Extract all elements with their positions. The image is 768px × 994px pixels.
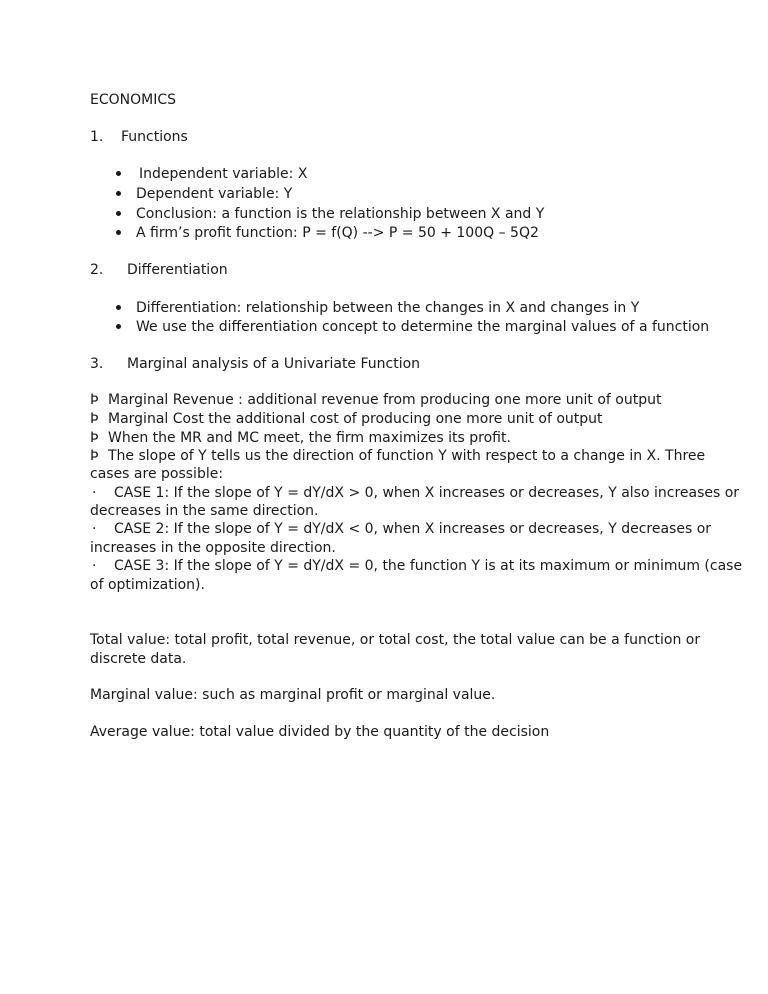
bullet-icon — [116, 230, 121, 235]
case-1-line-1: CASE 1: If the slope of Y = dY/dX > 0, when X increases or decreases, Y also increases or — [114, 485, 740, 501]
section-1-bullet-4: A firm’s profit function: P = f(Q) --> P = 50 + 100Q – 5Q2 — [136, 225, 539, 241]
arrow-marker-icon: Þ — [90, 430, 99, 446]
arrow-item-2: Marginal Cost the additional cost of producing one more unit of output — [108, 411, 603, 427]
section-2-heading: Differentiation — [127, 262, 228, 278]
case-marker-icon: · — [92, 485, 97, 501]
bullet-icon — [116, 324, 121, 329]
arrow-item-4-continuation: cases are possible: — [90, 466, 224, 482]
case-marker-icon: · — [92, 558, 97, 574]
arrow-item-1: Marginal Revenue : additional revenue from producing one more unit of output — [108, 392, 662, 408]
case-3-line-2: of optimization). — [90, 577, 205, 593]
section-1-heading: Functions — [121, 129, 188, 145]
case-2-line-2: increases in the opposite direction. — [90, 540, 336, 556]
definition-total-line-1: Total value: total profit, total revenue, or total cost, the total value can be a function or — [90, 632, 701, 648]
section-1-bullet-3: Conclusion: a function is the relationship between X and Y — [136, 206, 545, 222]
section-3-heading: Marginal analysis of a Univariate Function — [127, 356, 421, 372]
definition-marginal: Marginal value: such as marginal profit or marginal value. — [90, 687, 496, 703]
definition-total-line-2: discrete data. — [90, 651, 187, 667]
section-1-number: 1. — [90, 129, 104, 145]
section-3-number: 3. — [90, 356, 104, 372]
document-title: ECONOMICS — [90, 92, 177, 108]
arrow-marker-icon: Þ — [90, 448, 99, 464]
arrow-item-3: When the MR and MC meet, the firm maximizes its profit. — [108, 430, 511, 446]
definition-average: Average value: total value divided by the quantity of the decision — [90, 724, 550, 740]
arrow-marker-icon: Þ — [90, 392, 99, 408]
section-2-number: 2. — [90, 262, 104, 278]
arrow-marker-icon: Þ — [90, 411, 99, 427]
arrow-item-4: The slope of Y tells us the direction of function Y with respect to a change in X. Three — [108, 448, 706, 464]
section-1-bullet-1: Independent variable: X — [139, 166, 308, 182]
bullet-icon — [116, 211, 121, 216]
case-2-line-1: CASE 2: If the slope of Y = dY/dX < 0, when X increases or decreases, Y decreases or — [114, 521, 712, 537]
case-3-line-1: CASE 3: If the slope of Y = dY/dX = 0, the function Y is at its maximum or minimum (case — [114, 558, 743, 574]
section-2-bullet-2: We use the differentiation concept to determine the marginal values of a function — [136, 319, 710, 335]
case-1-line-2: decreases in the same direction. — [90, 503, 319, 519]
case-marker-icon: · — [92, 521, 97, 537]
section-1-bullet-2: Dependent variable: Y — [136, 186, 293, 202]
bullet-icon — [116, 171, 121, 176]
section-2-bullet-1: Differentiation: relationship between the changes in X and changes in Y — [136, 300, 640, 316]
bullet-icon — [116, 191, 121, 196]
bullet-icon — [116, 305, 121, 310]
